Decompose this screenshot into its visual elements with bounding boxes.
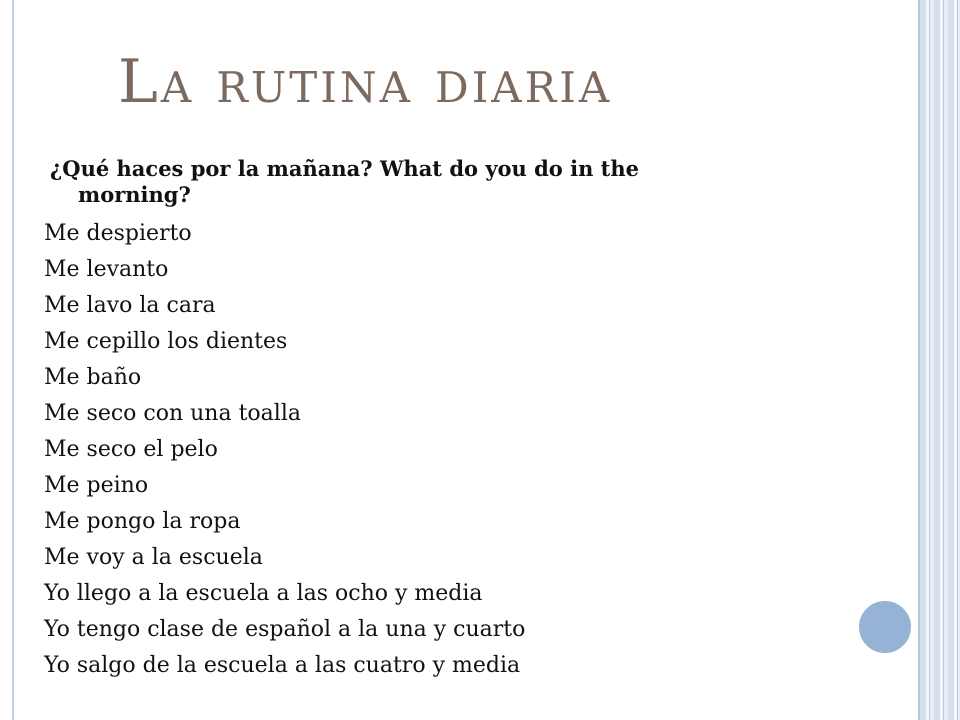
phrase-item: Me seco con una toalla bbox=[44, 401, 301, 426]
phrase-item: Me pongo la ropa bbox=[44, 509, 241, 534]
slide-title: La rutina diaria bbox=[118, 47, 613, 117]
phrase-item: Me seco el pelo bbox=[44, 437, 218, 462]
question-line-2: morning? bbox=[78, 182, 191, 207]
phrase-item: Me cepillo los dientes bbox=[44, 329, 288, 354]
phrase-item: Yo llego a la escuela a las ocho y media bbox=[44, 581, 483, 606]
phrase-item: Me voy a la escuela bbox=[44, 545, 263, 570]
question-line-1: ¿Qué haces por la mañana? What do you do in the bbox=[50, 156, 639, 181]
left-frame-border bbox=[0, 0, 14, 720]
phrase-item: Yo tengo clase de español a la una y cuarto bbox=[44, 617, 526, 642]
phrase-item: Me baño bbox=[44, 365, 142, 390]
phrase-item: Me lavo la cara bbox=[44, 293, 216, 318]
phrase-item: Me levanto bbox=[44, 257, 169, 282]
phrase-item: Yo salgo de la escuela a las cuatro y media bbox=[44, 653, 521, 678]
phrase-item: Me despierto bbox=[44, 221, 192, 246]
phrase-list bbox=[44, 216, 525, 684]
question-text bbox=[36, 156, 836, 208]
accent-circle bbox=[856, 598, 914, 656]
phrase-item: Me peino bbox=[44, 473, 149, 498]
right-frame-stripes bbox=[918, 0, 960, 720]
